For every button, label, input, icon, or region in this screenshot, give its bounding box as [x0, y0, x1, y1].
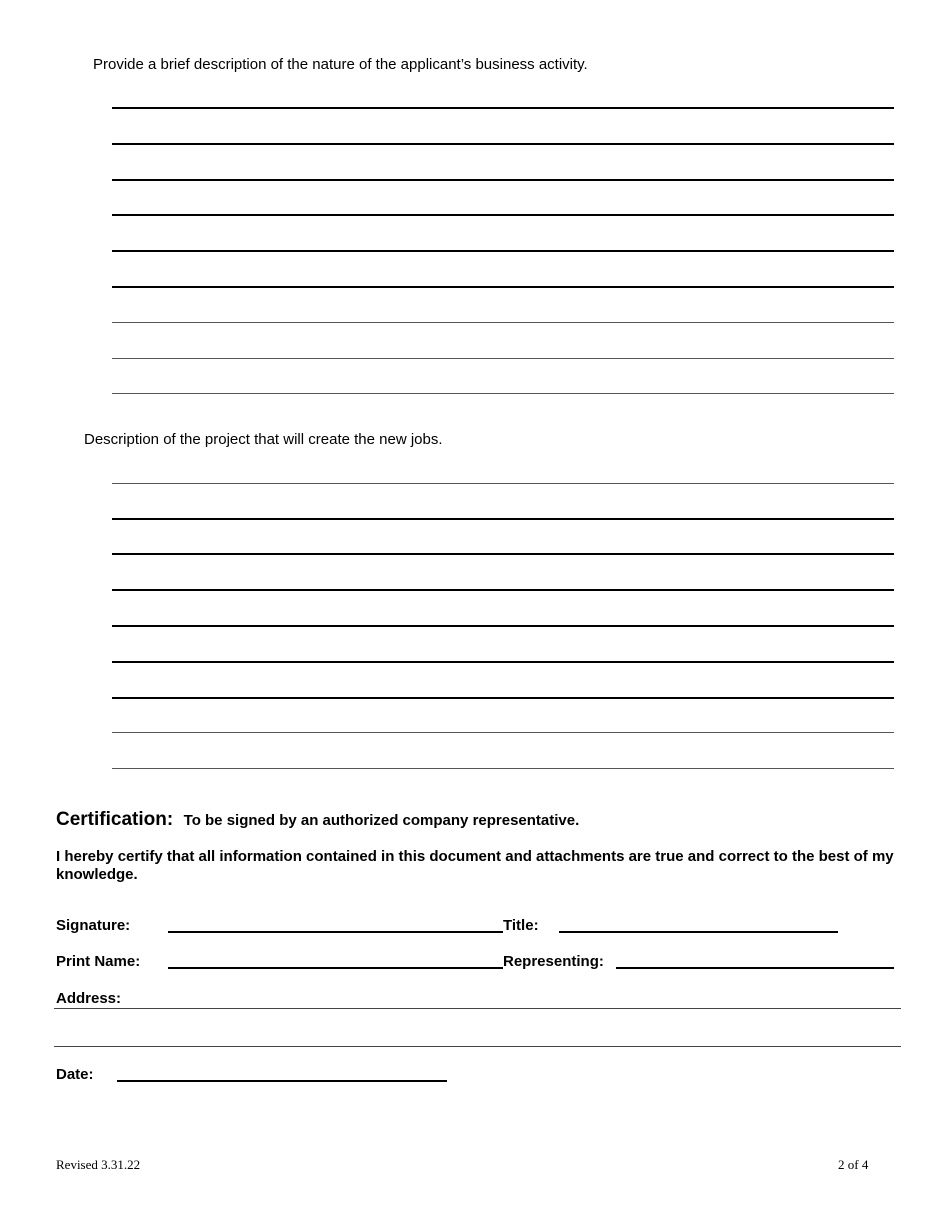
- certification-heading: Certification:: [56, 809, 174, 830]
- project-description-prompt: Description of the project that will create the new jobs.: [84, 431, 443, 448]
- business-activity-line[interactable]: [112, 143, 894, 145]
- project-description-line[interactable]: [112, 768, 894, 769]
- project-description-line[interactable]: [112, 483, 894, 484]
- signature-label: Signature:: [56, 917, 131, 934]
- business-activity-line[interactable]: [112, 179, 894, 181]
- business-activity-line[interactable]: [112, 358, 894, 359]
- title-field[interactable]: [559, 931, 838, 933]
- address-line[interactable]: [54, 1008, 901, 1009]
- project-description-line[interactable]: [112, 625, 894, 627]
- representing-field[interactable]: [616, 967, 894, 969]
- certification-subheading: To be signed by an authorized company representative.: [183, 812, 580, 829]
- project-description-line[interactable]: [112, 518, 894, 520]
- title-label: Title:: [503, 917, 539, 934]
- page-number: 2 of 4: [838, 1157, 869, 1172]
- date-label: Date:: [56, 1066, 94, 1083]
- project-description-line[interactable]: [112, 697, 894, 699]
- project-description-line[interactable]: [112, 661, 894, 663]
- business-activity-line[interactable]: [112, 286, 894, 288]
- address-label: Address:: [56, 990, 122, 1007]
- representing-label: Representing:: [503, 953, 604, 970]
- business-activity-line[interactable]: [112, 393, 894, 394]
- print-name-label: Print Name:: [56, 953, 141, 970]
- project-description-line[interactable]: [112, 553, 894, 555]
- address-line[interactable]: [54, 1046, 901, 1047]
- project-description-line[interactable]: [112, 732, 894, 733]
- certification-statement: I hereby certify that all information contained in this document and attachments are true and correct to the best of my knowledge.: [56, 848, 894, 883]
- date-field[interactable]: [117, 1080, 447, 1082]
- business-activity-line[interactable]: [112, 322, 894, 323]
- print-name-field[interactable]: [168, 967, 503, 969]
- business-activity-line[interactable]: [112, 250, 894, 252]
- business-activity-prompt: Provide a brief description of the nature of the applicant’s business activity.: [93, 56, 588, 73]
- business-activity-line[interactable]: [112, 214, 894, 216]
- project-description-line[interactable]: [112, 589, 894, 591]
- certification-header: [56, 809, 579, 831]
- signature-field[interactable]: [168, 931, 503, 933]
- business-activity-line[interactable]: [112, 107, 894, 109]
- revision-note: Revised 3.31.22: [56, 1157, 141, 1172]
